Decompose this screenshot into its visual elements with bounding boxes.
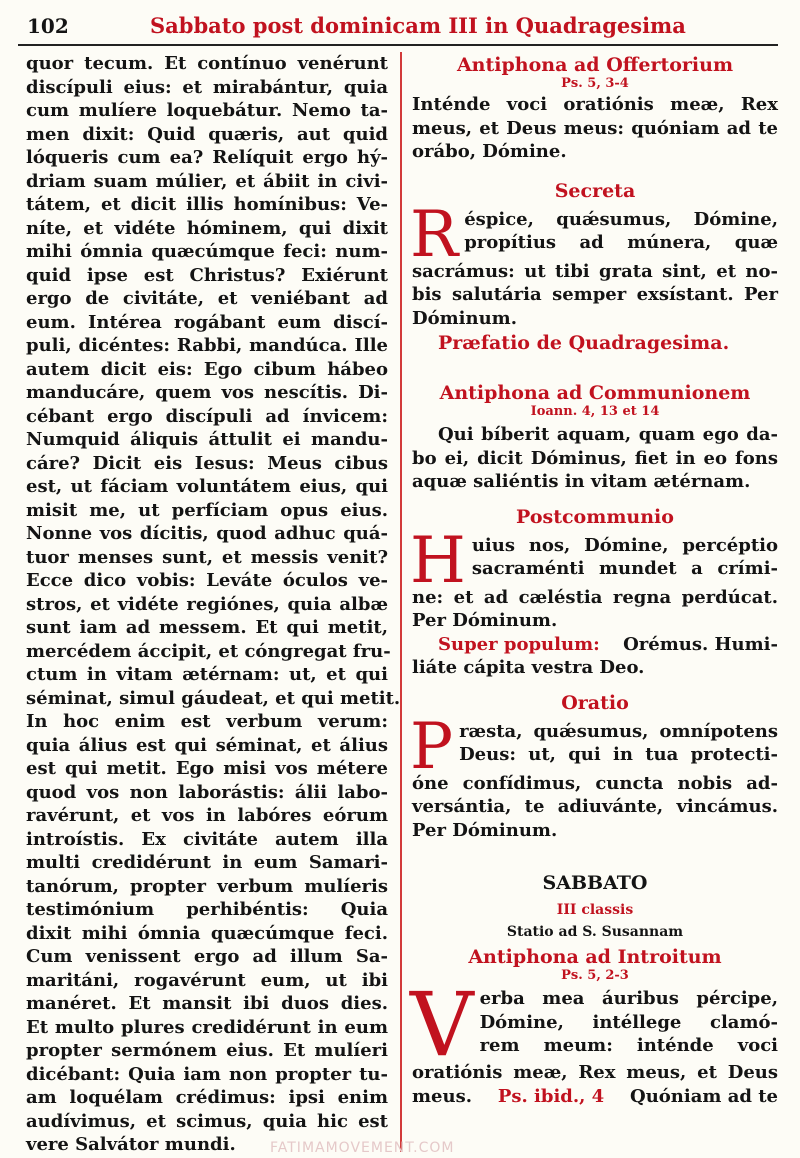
- text-line: Deus: ut, qui in tua protecti-: [459, 744, 778, 765]
- gospel-text-line: audívimus, et scimus, quia hic est: [26, 1110, 388, 1132]
- text-line: orábo, Dómine.: [412, 141, 567, 162]
- gospel-text-line: Ecce dico vobis: Leváte óculos ve-: [26, 570, 388, 591]
- text-line: ræsta, quǽsumus, omnípotens: [459, 720, 778, 742]
- offertorium-ref: Ps. 5, 3-4: [561, 76, 629, 91]
- classis-label: III classis: [556, 902, 634, 918]
- gospel-text-line: ergo de civitáte, et veniébant ad: [26, 288, 388, 309]
- introitus-initial: V: [410, 973, 474, 1076]
- gospel-text-line: vere Salvátor mundi.: [26, 1134, 236, 1155]
- offertorium-text: [412, 93, 778, 164]
- text-line: Per Dóminum.: [412, 819, 558, 841]
- secreta-initial: R: [410, 197, 459, 272]
- introitus-last-line: [412, 1085, 778, 1109]
- gospel-text-line: maritáni, rogavérunt eum, ut ibi: [26, 969, 388, 991]
- gospel-text-line: manéret. Et mansit ibi duos dies.: [26, 993, 388, 1014]
- text-line: bo ei, dicit Dóminus, fiet in eo fons: [412, 447, 778, 469]
- gospel-text-line: Cum venissent ergo ad illum Sa-: [26, 946, 388, 967]
- oratio-text: [410, 709, 778, 843]
- gospel-text-line: discípuli eius: et mirabántur, quia: [26, 76, 388, 98]
- introitus-ref: Ps. 5, 2-3: [561, 968, 629, 983]
- communio-text: [412, 423, 778, 494]
- gospel-text-line: Et multo plures credidérunt in eum: [26, 1016, 388, 1038]
- gospel-text-line: tanórum, propter verbum mulíeris: [26, 875, 388, 897]
- gospel-text-line: quod vos non laborástis: álii labo-: [26, 781, 388, 803]
- left-column: [26, 52, 401, 1157]
- page-number: 102: [27, 14, 69, 38]
- gospel-text-line: ctum in vitam ætérnam: ut, et qui: [26, 664, 388, 685]
- gospel-text-line: men dixit: Quid quæris, aut quid: [26, 123, 388, 145]
- postcommunio-initial: H: [410, 523, 466, 598]
- gospel-text-line: stros, et vidéte regiónes, quia albæ: [26, 593, 388, 615]
- text-line: Per Dóminum.: [412, 610, 558, 631]
- gospel-text-line: séminat, simul gáudeat, et qui metit.: [26, 687, 401, 709]
- gospel-text-line: propter sermónem eius. Et mulíeri: [26, 1040, 388, 1061]
- text-line: aquæ saliéntis in vitam ætérnam.: [412, 471, 751, 492]
- secreta-heading: Secreta: [554, 179, 636, 202]
- text-line: bis salutária semper exsístant. Per: [412, 284, 778, 305]
- gospel-text-line: dixit mihi ómnia quæcúmque feci.: [26, 922, 388, 944]
- oratio-initial: P: [410, 709, 454, 784]
- gospel-text-line: ravérunt, et vos in labóres eórum: [26, 805, 388, 826]
- oratio-heading: Oratio: [561, 691, 629, 714]
- gospel-text-line: introístis. Ex civitáte autem illa: [26, 828, 388, 850]
- gospel-text-line: manducáre, quem vos nescítis. Di-: [26, 382, 388, 403]
- text-line: Dóminum.: [412, 307, 517, 329]
- gospel-text-line: cébant ergo discípuli ad ínvicem:: [26, 405, 388, 427]
- gospel-text-line: tátem, et dicit illis homínibus: Ve-: [26, 194, 388, 215]
- text-line: óne confídimus, cuncta nobis ad-: [412, 772, 778, 794]
- secreta-text: [410, 197, 778, 331]
- running-title: Sabbato post dominicam III in Quadragesima: [150, 13, 686, 38]
- text-line: liáte cápita vestra Deo.: [412, 657, 645, 678]
- postcommunio-text: [410, 523, 778, 680]
- day-title: SABBATO: [542, 872, 648, 894]
- statio-label: Statio ad S. Susannam: [506, 924, 684, 940]
- text-line: éspice, quǽsumus, Dómine,: [464, 208, 778, 230]
- gospel-text-line: mercédem áccipit, et cóngregat fru-: [26, 640, 391, 662]
- gospel-text-line: In hoc enim est verbum verum:: [26, 711, 388, 732]
- gospel-text-line: quor tecum. Et contínuo venérunt: [26, 53, 388, 74]
- gospel-text-line: est, ut fáciam voluntátem eius, qui: [26, 476, 388, 497]
- introitus-heading: Antiphona ad Introitum: [468, 946, 722, 968]
- gospel-text-line: Nonne vos dícitis, quod adhuc quá-: [26, 523, 388, 544]
- gospel-text-line: sunt iam ad messem. Et qui metit,: [26, 617, 388, 638]
- text-line: uius nos, Dómine, percéptio: [471, 534, 778, 556]
- gospel-text-line: quid ipse est Christus? Exiérunt: [26, 264, 388, 286]
- super-populum-line: [412, 633, 778, 657]
- praefatio-label: Præfatio de Quadragesima.: [438, 332, 730, 354]
- text-line: sacraménti mundet a crími-: [471, 558, 778, 579]
- gospel-text-line: am loquélam crédimus: ipsi enim: [26, 1087, 388, 1108]
- gospel-text-line: est qui metit. Ego misi vos métere: [26, 758, 388, 779]
- text-line: Dómine, intéllege clamó-: [479, 1011, 778, 1033]
- text-line: Qui bíberit aquam, quam ego da-: [438, 424, 778, 445]
- super-populum-text: Orémus. Humi-: [623, 633, 778, 655]
- super-populum-label: Super populum:: [438, 633, 600, 655]
- text-line: meus, et Deus meus: quóniam ad te: [412, 117, 778, 139]
- text-line: ne: et ad cæléstia regna perdúcat.: [412, 586, 778, 608]
- gospel-text-line: tuor menses sunt, et messis venit?: [26, 546, 388, 568]
- text-line: erba mea áuribus pércipe,: [479, 988, 778, 1009]
- right-column: [412, 52, 778, 1108]
- text-line: versántia, te adiuvánte, vincámus.: [412, 796, 778, 817]
- text-fragment: Quóniam ad te: [630, 1085, 778, 1107]
- communio-heading: Antiphona ad Communionem: [439, 382, 751, 404]
- postcommunio-heading: Postcommunio: [516, 505, 674, 528]
- gospel-text-line: eum. Intérea rogábant eum discí-: [26, 311, 388, 333]
- gospel-text-line: dicébant: Quia iam non propter tu-: [26, 1063, 388, 1085]
- psalm-ref: Ps. ibid., 4: [497, 1085, 605, 1107]
- text-line: Inténde voci oratiónis meæ, Rex: [412, 94, 778, 115]
- gospel-text-line: quia álius est qui séminat, et álius: [26, 734, 388, 756]
- gospel-text-line: lóqueris cum ea? Relíquit ergo hý-: [26, 147, 388, 168]
- communio-ref: Ioann. 4, 13 et 14: [530, 404, 660, 419]
- gospel-text-line: cum mulíere loquebátur. Nemo ta-: [26, 100, 388, 121]
- gospel-text-line: autem dicit eis: Ego cibum hábeo: [26, 358, 388, 380]
- text-fragment: meus.: [412, 1085, 472, 1107]
- gospel-text-line: testimónium perhibéntis: Quia: [26, 899, 388, 920]
- gospel-text-line: mihi ómnia quæcúmque feci: num-: [26, 241, 388, 262]
- column-divider: [400, 52, 402, 1152]
- gospel-text-line: Numquid áliquis áttulit ei mandu-: [26, 429, 388, 450]
- text-line: propítius ad múnera, quæ: [464, 232, 778, 253]
- gospel-text-line: multi credidérunt in eum Samari-: [26, 852, 388, 873]
- text-line: rem meum: inténde voci: [479, 1035, 778, 1056]
- gospel-text-line: driam suam múlier, et ábiit in civi-: [26, 170, 388, 192]
- text-line: sacrámus: ut tibi grata sint, et no-: [412, 260, 778, 282]
- gospel-text-line: puli, dicéntes: Rabbi, mandúca. Ille: [26, 335, 388, 356]
- page-header: [0, 0, 800, 44]
- watermark: FATIMAMOVEMENT.COM: [270, 1140, 455, 1156]
- header-rule: [18, 44, 778, 46]
- gospel-text-line: níte, et vidéte hóminem, qui dixit: [26, 217, 388, 239]
- text-line: oratiónis meæ, Rex meus, et Deus: [412, 1062, 778, 1083]
- gospel-text-line: cáre? Dicit eis Iesus: Meus cibus: [26, 452, 388, 474]
- gospel-text-line: misit me, ut perfíciam opus eius.: [26, 499, 388, 521]
- offertorium-heading: Antiphona ad Offertorium: [456, 54, 734, 76]
